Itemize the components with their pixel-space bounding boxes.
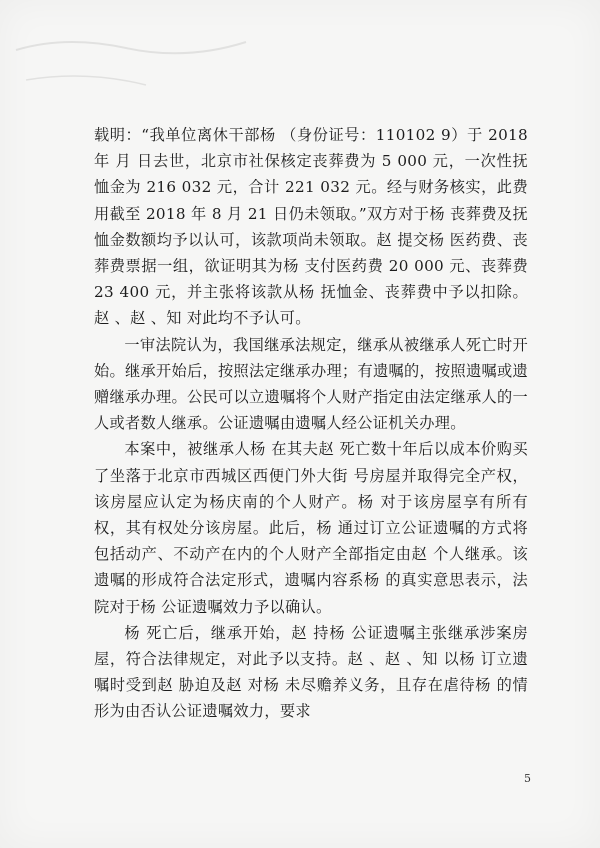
scan-artifact-marks <box>6 30 256 120</box>
paragraph-1: 载明：“我单位离休干部杨 （身份证号：110102 9）于 2018 年 月 日去世，北京市社保核定丧葬费为 5 000 元，一次性抚恤金为 216 032 元，合计 221 032 元。经与财务核实，此费用截至 2018 年 8 月 21 日仍未领取。”双方对于杨 丧葬费及抚恤金数额均予以认可，该款项尚未领取。赵 提交杨 医药费、丧葬费票据一组，欲证明其为杨 支付医药费 20 000 元、丧葬费 23 400 元，并主张将该款从杨 抚恤金、丧葬费中予以扣除。赵 、赵 、知 对此均不予认可。 <box>94 126 528 328</box>
paragraph-3: 本案中，被继承人杨 在其夫赵 死亡数十年后以成本价购买了坐落于北京市西城区西便门外大街 号房屋并取得完全产权，该房屋应认定为杨庆南的个人财产。杨 对于该房屋享有所有权，其有权处分该房屋。此后，杨 通过订立公证遗嘱的方式将包括动产、不动产在内的个人财产全部指定由赵 个人继承。该遗嘱的形成符合法定形式，遗嘱内容系杨 的真实意思表示，法院对于杨 公证遗嘱效力予以确认。 <box>94 440 528 616</box>
page-number: 5 <box>524 772 531 785</box>
document-body <box>94 122 528 725</box>
paragraph-2: 一审法院认为，我国继承法规定，继承从被继承人死亡时开始。继承开始后，按照法定继承办理；有遗嘱的，按照遗嘱或遗赠继承办理。公民可以立遗嘱将个人财产指定由法定继承人的一人或者数人继承。公证遗嘱由遗嘱人经公证机关办理。 <box>94 335 528 433</box>
paragraph-4: 杨 死亡后，继承开始，赵 持杨 公证遗嘱主张继承涉案房屋，符合法律规定，对此予以支持。赵 、赵 、知 以杨 订立遗嘱时受到赵 胁迫及赵 对杨 未尽赡养义务，且存在虐待杨 的情形为由否认公证遗嘱效力，要求 <box>94 623 528 721</box>
